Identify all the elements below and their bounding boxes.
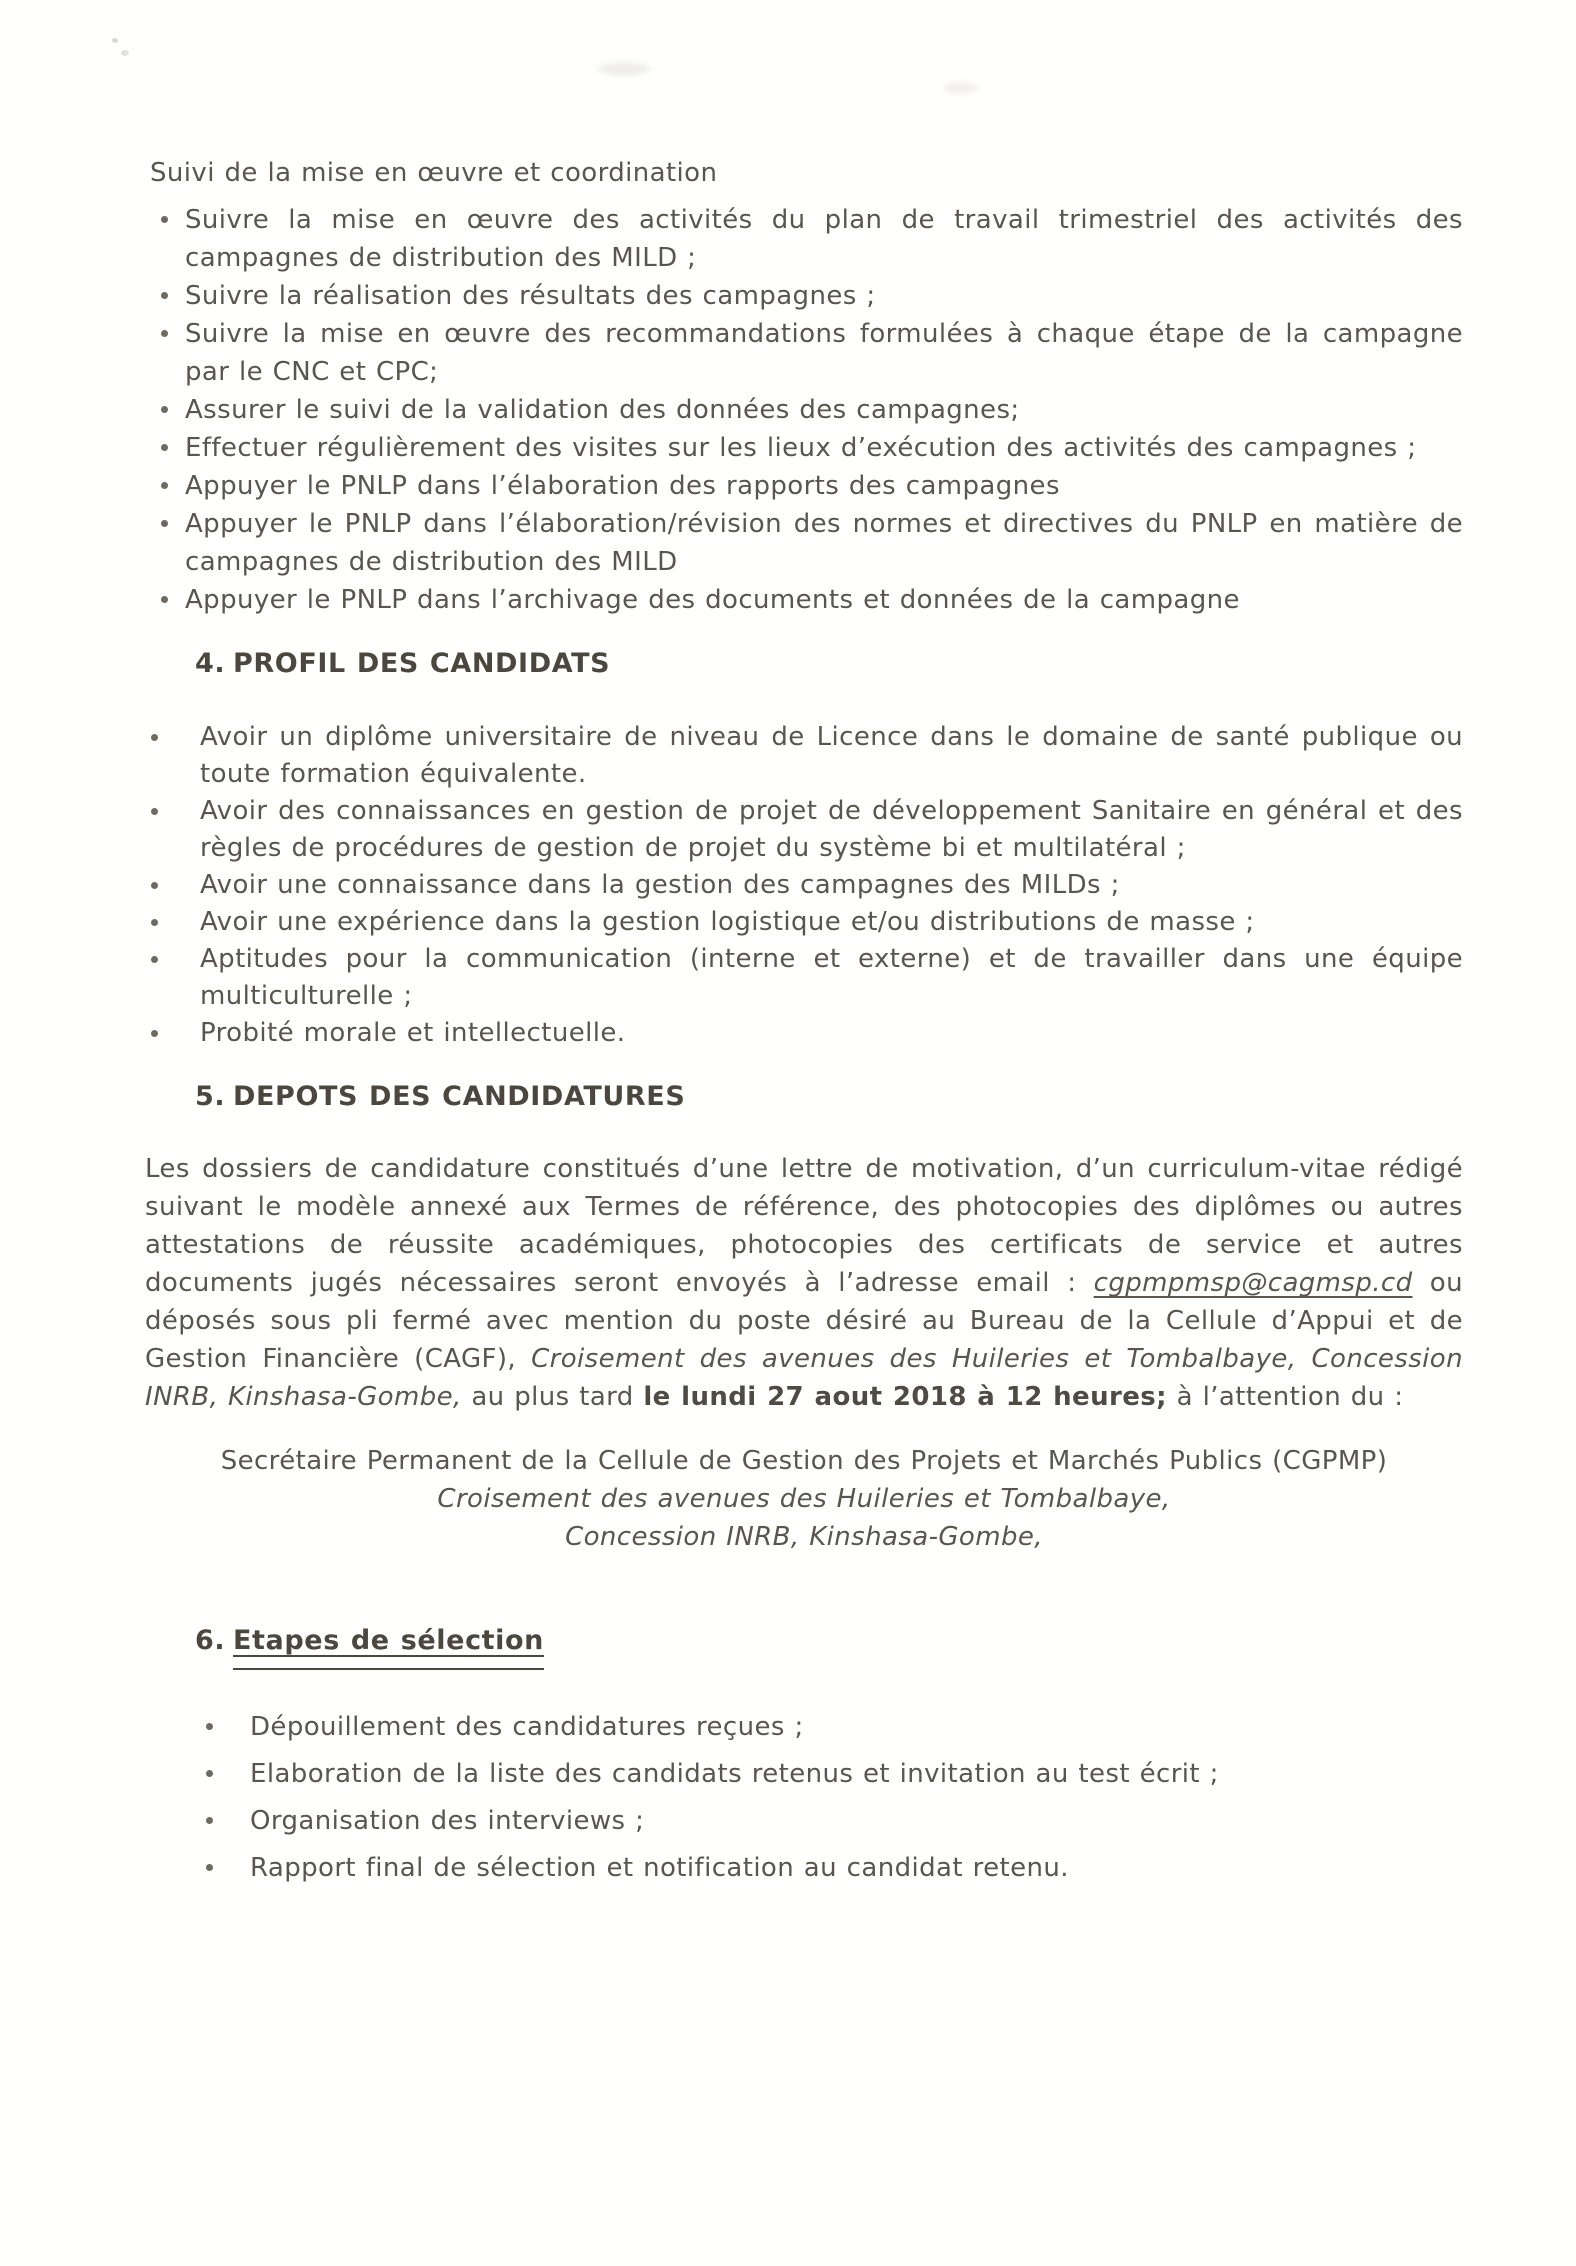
list-item: Suivre la mise en œuvre des activités du plan de travail trimestriel des activités des campagnes de distribution des MILD ;: [145, 201, 1463, 277]
intro-bullet-list: [145, 201, 1463, 619]
paragraph-text: à l’attention du :: [1166, 1382, 1404, 1412]
list-item: Elaboration de la liste des candidats retenus et invitation au test écrit ;: [145, 1755, 1463, 1793]
section-number: 5.: [195, 1081, 226, 1112]
section-number: 6.: [195, 1625, 226, 1656]
list-item: Aptitudes pour la communication (interne et externe) et de travailler dans une équipe multiculturelle ;: [145, 941, 1463, 1015]
scan-speck: [121, 50, 129, 56]
section-depots-heading: [195, 1078, 1463, 1116]
paragraph-text: Les dossiers de candidature constitués d’une lettre de motivation, d’un curriculum-vitae rédigé suivant le modèle annexé aux Termes de référence, des photocopies des diplômes ou autres attestations de réussite académiques, photocopies des certificats de service et autres documents jugés nécessaires seront envoyés à l’adresse email :: [145, 1154, 1463, 1298]
list-item: Probité morale et intellectuelle.: [145, 1015, 1463, 1052]
section-title: PROFIL DES CANDIDATS: [233, 648, 611, 679]
list-item: Appuyer le PNLP dans l’élaboration des rapports des campagnes: [145, 467, 1463, 505]
list-item: Organisation des interviews ;: [145, 1802, 1463, 1840]
intro-title: Suivi de la mise en œuvre et coordination: [150, 158, 718, 188]
address-line: Secrétaire Permanent de la Cellule de Gestion des Projets et Marchés Publics (CGPMP): [220, 1446, 1388, 1476]
paragraph-text: au plus tard: [461, 1382, 644, 1412]
list-item: Dépouillement des candidatures reçues ;: [145, 1708, 1463, 1746]
email-address: cgpmpmsp@cagmsp.cd: [1093, 1268, 1413, 1298]
list-item: Rapport final de sélection et notification au candidat retenu.: [145, 1849, 1463, 1887]
list-item: Avoir un diplôme universitaire de niveau de Licence dans le domaine de santé publique ou toute formation équivalente.: [145, 719, 1463, 793]
depots-paragraph: [145, 1150, 1463, 1416]
list-item: Avoir une connaissance dans la gestion des campagnes des MILDs ;: [145, 867, 1463, 904]
etapes-bullet-list: [145, 1708, 1463, 1887]
list-item: Appuyer le PNLP dans l’archivage des documents et données de la campagne: [145, 581, 1463, 619]
list-item: Avoir une expérience dans la gestion logistique et/ou distributions de masse ;: [145, 904, 1463, 941]
scan-smudge: [944, 82, 978, 94]
scan-speck: [112, 38, 118, 43]
address-line: Concession INRB, Kinshasa-Gombe,: [565, 1522, 1043, 1552]
paragraph-text: ou déposés sous pli fermé avec mention du poste désiré au Bureau de la Cellule d’Appui et de Gestion Financière (CAGF),: [145, 1268, 1463, 1374]
list-item: Effectuer régulièrement des visites sur les lieux d’exécution des activités des campagnes ;: [145, 429, 1463, 467]
section-title: DEPOTS DES CANDIDATURES: [233, 1081, 686, 1112]
list-item: Assurer le suivi de la validation des données des campagnes;: [145, 391, 1463, 429]
list-item: Avoir des connaissances en gestion de projet de développement Sanitaire en général et des règles de procédures de gestion de projet du système bi et multilatéral ;: [145, 793, 1463, 867]
profil-bullet-list: [145, 719, 1463, 1052]
paragraph-text-italic: Croisement des avenues des Huileries et Tombalbaye, Concession INRB, Kinshasa-Gombe,: [145, 1344, 1463, 1412]
list-item: Suivre la réalisation des résultats des campagnes ;: [145, 277, 1463, 315]
address-block: [145, 1442, 1463, 1556]
list-item: Suivre la mise en œuvre des recommandations formulées à chaque étape de la campagne par le CNC et CPC;: [145, 315, 1463, 391]
scan-smudge: [598, 62, 650, 76]
section-title: Etapes de sélection: [233, 1622, 544, 1670]
document-body: [145, 154, 1463, 1896]
section-number: 4.: [195, 648, 226, 679]
list-item: Appuyer le PNLP dans l’élaboration/révision des normes et directives du PNLP en matière de campagnes de distribution des MILD: [145, 505, 1463, 581]
deadline-text: le lundi 27 aout 2018 à 12 heures;: [643, 1382, 1167, 1412]
section-etapes-heading: [195, 1622, 1463, 1670]
address-line: Croisement des avenues des Huileries et Tombalbaye,: [437, 1484, 1171, 1514]
section-profil-heading: [195, 645, 1463, 683]
